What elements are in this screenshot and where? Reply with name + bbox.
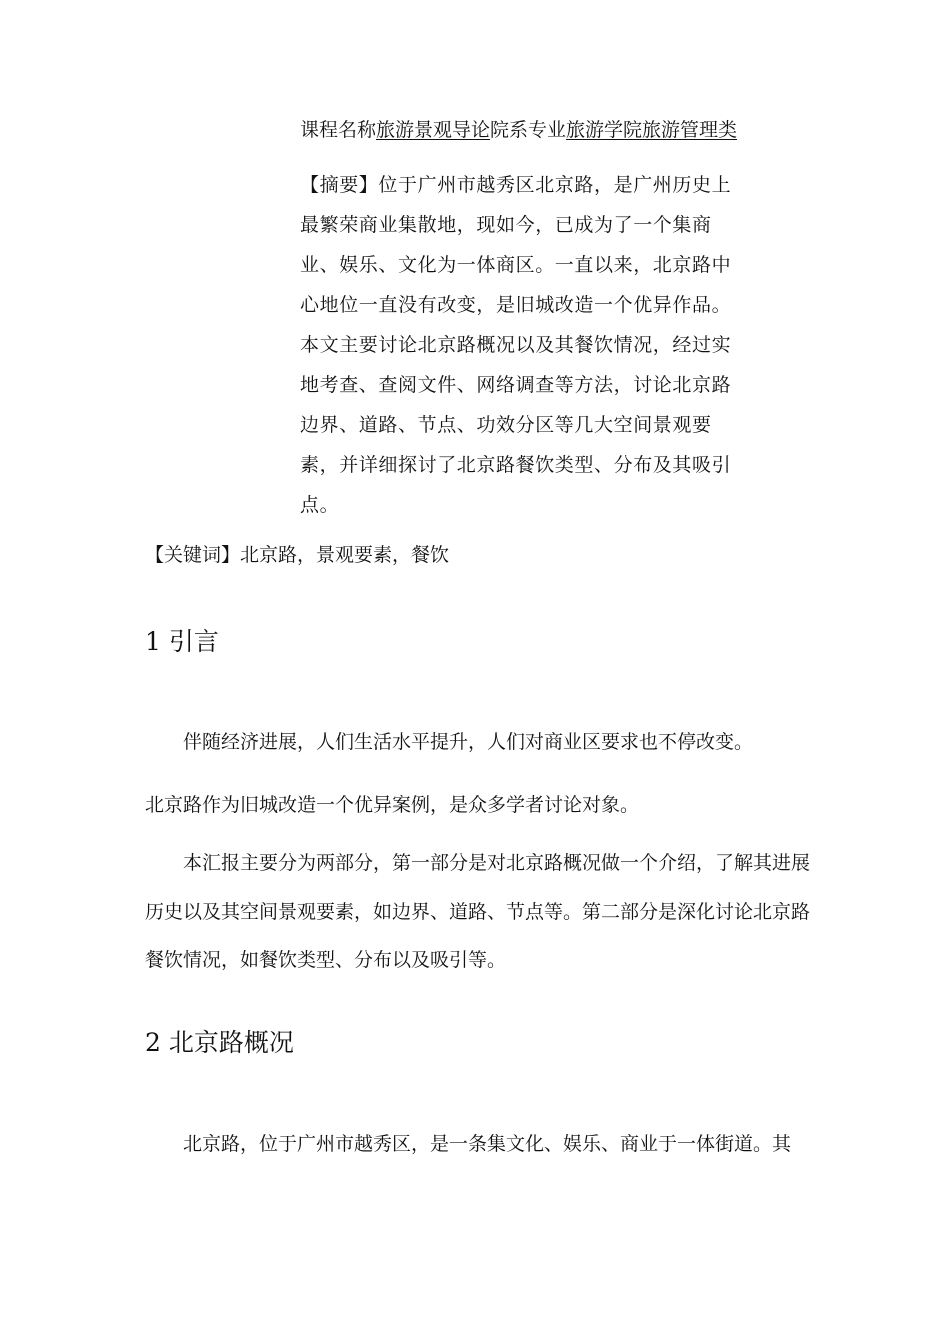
abstract-text: 位于广州市越秀区北京路，是广州历史上最繁荣商业集散地，现如今，已成为了一个集商业、娱乐、文化为一体商区。一直以来，北京路中心地位一直没有改变，是旧城改造一个优异作品。本文主要讨论北京路概况以及其餐饮情况，经过实地考查、查阅文件、网络调查等方法，讨论北京路边界、道路、节点、功效分区等几大空间景观要素，并详细探讨了北京路餐饮类型、分布及其吸引点。 xyxy=(300,174,732,516)
course-value: 旅游景观导论 xyxy=(376,119,491,141)
paragraph-line: 历史以及其空间景观要素，如边界、道路、节点等。第二部分是深化讨论北京路 xyxy=(145,901,811,923)
section-2-heading: 2 北京路概况 xyxy=(145,1028,294,1057)
paragraph-line: 北京路作为旧城改造一个优异案例，是众多学者讨论对象。 xyxy=(145,794,640,816)
abstract-block xyxy=(300,165,745,525)
dept-label: 院系专业 xyxy=(490,119,567,141)
dept-value: 旅游学院旅游管理类 xyxy=(566,119,738,141)
keywords-label: 【关键词】 xyxy=(145,544,241,566)
abstract-label: 【摘要】 xyxy=(300,174,379,196)
abstract-content xyxy=(300,165,745,525)
paragraph-line: 伴随经济进展，人们生活水平提升，人们对商业区要求也不停改变。 xyxy=(183,731,754,753)
keywords-text: 北京路，景观要素，餐饮 xyxy=(240,544,450,566)
keywords-line xyxy=(145,543,449,567)
paragraph-line: 餐饮情况，如餐饮类型、分布以及吸引等。 xyxy=(145,949,507,971)
course-line xyxy=(300,118,737,142)
course-label: 课程名称 xyxy=(300,119,377,141)
paragraph-line: 北京路，位于广州市越秀区，是一条集文化、娱乐、商业于一体街道。其 xyxy=(183,1133,792,1155)
section-1-heading: 1 引言 xyxy=(145,627,219,656)
paragraph-line: 本汇报主要分为两部分，第一部分是对北京路概况做一个介绍，了解其进展 xyxy=(183,852,811,874)
